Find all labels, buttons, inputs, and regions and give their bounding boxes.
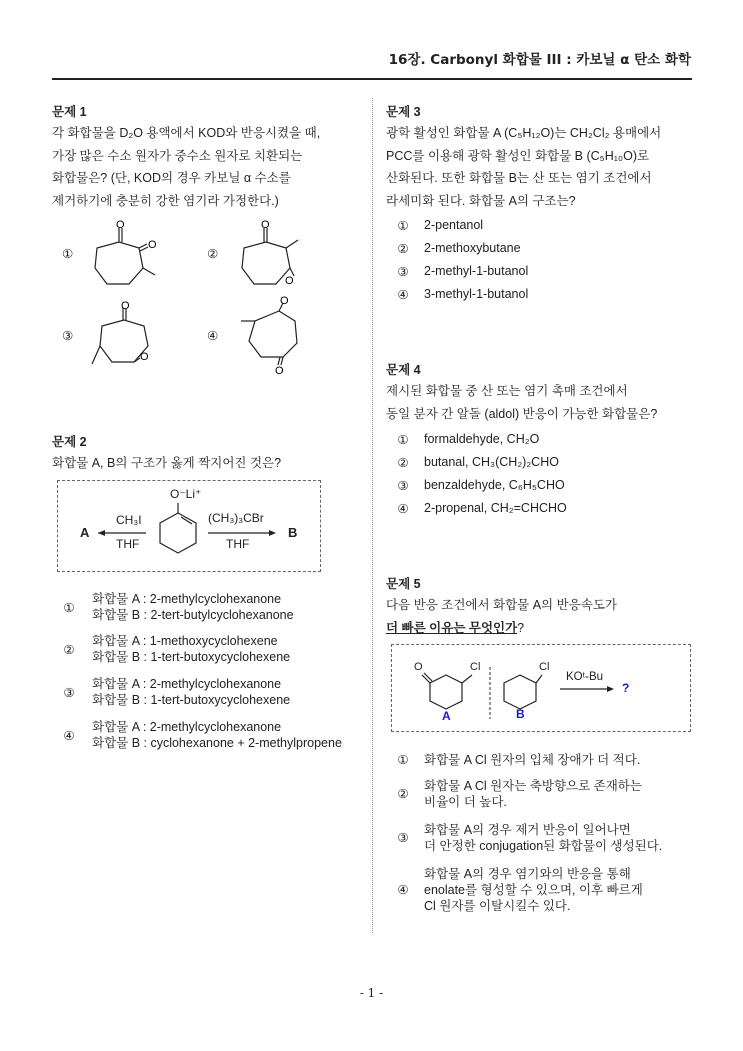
q2-option-1-a: 화합물 A : 2-methylcyclohexanone <box>92 592 282 606</box>
q1-option-4-num[interactable]: ④ <box>207 329 219 343</box>
q1-option-1-num[interactable]: ① <box>62 247 74 261</box>
q2-option-4-a: 화합물 A : 2-methylcyclohexanone <box>92 720 282 734</box>
q3-option-3-num: ③ <box>397 265 409 279</box>
svg-text:O: O <box>275 365 284 375</box>
q5-option-4[interactable] <box>396 866 696 922</box>
q2-right-solvent: THF <box>226 537 250 551</box>
q5-option-2-num: ② <box>397 787 409 801</box>
q5-options <box>396 752 696 922</box>
q1-line: 제거하기에 충분히 강한 염기라 가정한다.) <box>52 193 279 208</box>
q5-reaction-scheme <box>391 644 691 732</box>
q2-option-1-b: 화합물 B : 2-tert-butylcyclohexanone <box>92 607 294 622</box>
svg-text:O: O <box>121 300 130 312</box>
question-5 <box>386 574 706 639</box>
q3-option-2[interactable] <box>396 241 696 264</box>
q2-right-reagent: (CH₃)₃CBr <box>208 511 264 525</box>
q5-option-4-num: ④ <box>397 883 409 897</box>
q5-label-a: A <box>442 709 451 723</box>
q4-text <box>386 380 706 425</box>
q3-option-4-num: ④ <box>397 288 409 302</box>
question-3 <box>386 102 696 212</box>
q4-option-2-text: butanal, CH₃(CH₂)₂CHO <box>424 455 559 469</box>
header-rule <box>52 78 692 80</box>
svg-text:O: O <box>261 219 270 231</box>
q5-option-1-line: 화합물 A Cl 원자의 입체 장애가 더 적다. <box>424 753 641 767</box>
q4-option-3[interactable] <box>396 478 696 501</box>
q2-option-1[interactable] <box>62 592 362 634</box>
q2-product-a: A <box>80 525 90 540</box>
page-header: 16장. Carbonyl 화합물 III : 카보닐 α 탄소 화학 <box>388 52 691 68</box>
q3-options <box>396 218 696 310</box>
q3-line: 산화된다. 또한 화합물 B는 산 또는 염기 조건에서 <box>386 171 652 185</box>
page-number: - 1 - <box>359 986 384 1000</box>
q5-option-4-line: 화합물 A의 경우 염기와의 반응을 통해 <box>424 867 631 881</box>
q2-title: 문제 2 <box>52 435 87 449</box>
q4-line: 제시된 화합물 중 산 또는 염기 촉매 조건에서 <box>386 384 628 398</box>
q3-option-1[interactable] <box>396 218 696 241</box>
q3-line: 라세미화 된다. 화합물 A의 구조는? <box>386 193 576 208</box>
q5-emphasis: 더 빠른 이유는 무엇인가 <box>386 620 518 635</box>
q5-option-3-line: 화합물 A의 경우 제거 반응이 일어나면 <box>424 823 631 837</box>
q3-title: 문제 3 <box>386 105 421 119</box>
q4-option-4-text: 2-propenal, CH₂=CHCHO <box>424 501 567 515</box>
q5-product: ? <box>622 681 630 695</box>
q2-option-2-num: ② <box>63 643 75 657</box>
q4-option-1[interactable] <box>396 432 696 455</box>
q5-option-3-num: ③ <box>397 831 409 845</box>
q4-option-2[interactable] <box>396 455 696 478</box>
q1-text <box>52 122 362 212</box>
q2-reaction-scheme <box>57 480 321 572</box>
q5-option-2-line: 화합물 A Cl 원자는 축방향으로 존재하는 <box>424 779 642 793</box>
q5-label-b: B <box>516 707 525 721</box>
q1-structure-4 <box>235 295 315 375</box>
svg-text:O: O <box>148 239 157 251</box>
q4-option-2-num: ② <box>397 456 409 470</box>
column-divider <box>372 98 373 933</box>
q3-option-3-text: 2-methyl-1-butanol <box>424 264 529 278</box>
q1-line: 각 화합물을 D₂O 용액에서 KOD와 반응시켰을 때, <box>52 126 321 140</box>
q5-option-1-num: ① <box>397 753 409 767</box>
q2-option-2-a: 화합물 A : 1-methoxycyclohexene <box>92 634 278 648</box>
svg-text:O: O <box>116 219 125 231</box>
question-2 <box>52 432 362 475</box>
q1-structure-1 <box>85 218 165 293</box>
svg-text:O: O <box>285 275 294 287</box>
q5-scheme-drawing <box>392 645 690 731</box>
q3-option-2-text: 2-methoxybutane <box>424 241 521 255</box>
q2-option-4-num: ④ <box>63 729 75 743</box>
q5-option-3[interactable] <box>396 822 696 866</box>
q5-option-1[interactable] <box>396 752 696 778</box>
q5-text <box>386 594 706 639</box>
q5-option-3-line: 더 안정한 conjugation된 화합물이 생성된다. <box>424 839 663 853</box>
q2-left-solvent: THF <box>116 537 140 551</box>
q4-option-3-num: ③ <box>397 479 409 493</box>
q1-option-2-num[interactable]: ② <box>207 247 219 261</box>
q1-structure-3 <box>88 300 168 375</box>
q5-reagent: KOᵗ-Bu <box>566 671 604 683</box>
q1-structure-2 <box>232 218 312 293</box>
svg-text:O: O <box>280 295 289 307</box>
q2-option-3-a: 화합물 A : 2-methylcyclohexanone <box>92 677 282 691</box>
q2-left-reagent: CH₃I <box>116 513 142 527</box>
q2-option-2-b: 화합물 B : 1-tert-butoxycyclohexene <box>92 649 291 664</box>
question-4 <box>386 360 706 425</box>
q2-option-4[interactable] <box>62 720 362 763</box>
q5-question-mark: ? <box>517 620 525 635</box>
q3-text <box>386 122 696 212</box>
question-1 <box>52 102 362 212</box>
q5-line: 다음 반응 조건에서 화합물 A의 반응속도가 <box>386 598 617 612</box>
q2-text: 화합물 A, B의 구조가 옳게 짝지어진 것은? <box>52 456 282 470</box>
q1-option-3-num[interactable]: ③ <box>62 329 74 343</box>
q3-line: PCC를 이용해 광학 활성인 화합물 B (C₅H₁₀O)로 <box>386 148 650 163</box>
q3-option-3[interactable] <box>396 264 696 287</box>
q2-option-3[interactable] <box>62 677 362 720</box>
q2-scheme-drawing <box>58 481 320 571</box>
q4-option-4-num: ④ <box>397 502 409 516</box>
q1-line: 가장 많은 수소 원자가 중수소 원자로 치환되는 <box>52 148 303 163</box>
q3-option-1-text: 2-pentanol <box>424 218 484 232</box>
q3-option-4-text: 3-methyl-1-butanol <box>424 287 529 301</box>
q4-line: 동일 분자 간 알돌 (aldol) 반응이 가능한 화합물은? <box>386 406 658 421</box>
q3-option-4[interactable] <box>396 287 696 310</box>
q4-option-4[interactable] <box>396 501 696 524</box>
q5-option-2-line: 비율이 더 높다. <box>424 795 507 809</box>
q2-option-4-b: 화합물 B : cyclohexanone + 2-methylpropene <box>92 735 342 750</box>
q4-option-1-num: ① <box>397 433 409 447</box>
q3-line: 광학 활성인 화합물 A (C₅H₁₂O)는 CH₂Cl₂ 용매에서 <box>386 126 662 140</box>
q5-cl-label-a: Cl <box>470 661 481 673</box>
q1-title: 문제 1 <box>52 105 87 119</box>
q2-option-1-num: ① <box>63 601 75 615</box>
svg-text:O: O <box>140 351 149 363</box>
q3-option-1-num: ① <box>397 219 409 233</box>
q5-option-4-line: enolate를 형성할 수 있으며, 이후 빠르게 <box>424 883 643 897</box>
q5-option-2[interactable] <box>396 778 696 822</box>
q5-oxygen-label: O <box>414 661 423 673</box>
q4-options <box>396 432 696 524</box>
q5-option-4-line: Cl 원자를 이탈시킬수 있다. <box>424 899 571 913</box>
q3-option-2-num: ② <box>397 242 409 256</box>
q2-option-2[interactable] <box>62 634 362 677</box>
q1-line: 화합물은? (단, KOD의 경우 카보닐 α 수소를 <box>52 171 291 185</box>
q4-option-3-text: benzaldehyde, C₆H₅CHO <box>424 478 565 492</box>
q5-title: 문제 5 <box>386 577 421 591</box>
q5-cl-label-b: Cl <box>539 661 550 673</box>
q2-lithium-enolate-label: O⁻Li⁺ <box>170 487 202 501</box>
q2-options <box>62 592 362 763</box>
q4-title: 문제 4 <box>386 363 421 377</box>
q2-option-3-num: ③ <box>63 686 75 700</box>
q2-product-b: B <box>288 525 298 540</box>
q4-option-1-text: formaldehyde, CH₂O <box>424 432 540 446</box>
q2-option-3-b: 화합물 B : 1-tert-butoxycyclohexene <box>92 692 291 707</box>
